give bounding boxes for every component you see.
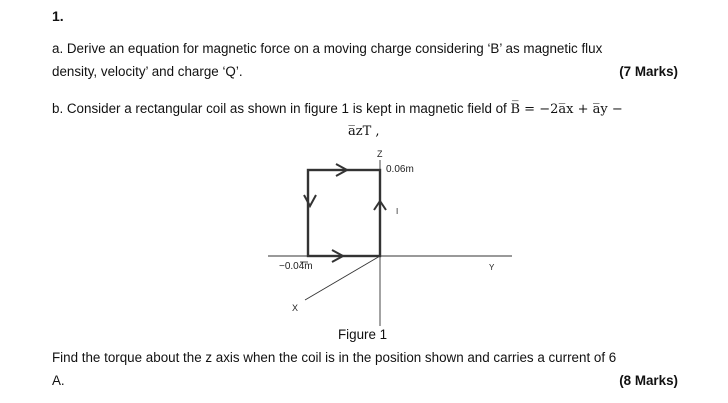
rectangular-coil — [308, 170, 380, 256]
part-a-line-2: density, velocity’ and charge ‘Q’. — [52, 64, 243, 79]
current-label: I — [396, 207, 399, 216]
field-expression-1: B̅ = −2a̅x + a̅y − — [510, 102, 623, 117]
width-dimension-label: −0.04m — [279, 261, 313, 272]
question-number: 1. — [52, 8, 64, 24]
part-b-marks: (8 Marks) — [619, 373, 678, 388]
field-expression-2: a̅zT , — [348, 124, 380, 139]
part-b-text: b. Consider a rectangular coil as shown in figure 1 is kept in magnetic field of — [52, 101, 511, 116]
x-axis — [305, 256, 380, 300]
part-a-line-1: a. Derive an equation for magnetic force on a moving charge considering ‘B’ as magnetic flux — [52, 41, 603, 56]
z-axis-label: Z — [377, 149, 383, 159]
height-dimension-label: 0.06m — [386, 164, 414, 175]
question-line-2: A. — [52, 373, 65, 388]
left-arrow-icon — [304, 195, 316, 206]
part-a-marks: (7 Marks) — [619, 64, 678, 79]
x-axis-label: X — [292, 303, 299, 313]
question-line-1: Find the torque about the z axis when the coil is in the position shown and carries a current of 6 — [52, 350, 617, 365]
figure-caption: Figure 1 — [338, 327, 388, 342]
y-axis-label: Y — [489, 263, 495, 272]
